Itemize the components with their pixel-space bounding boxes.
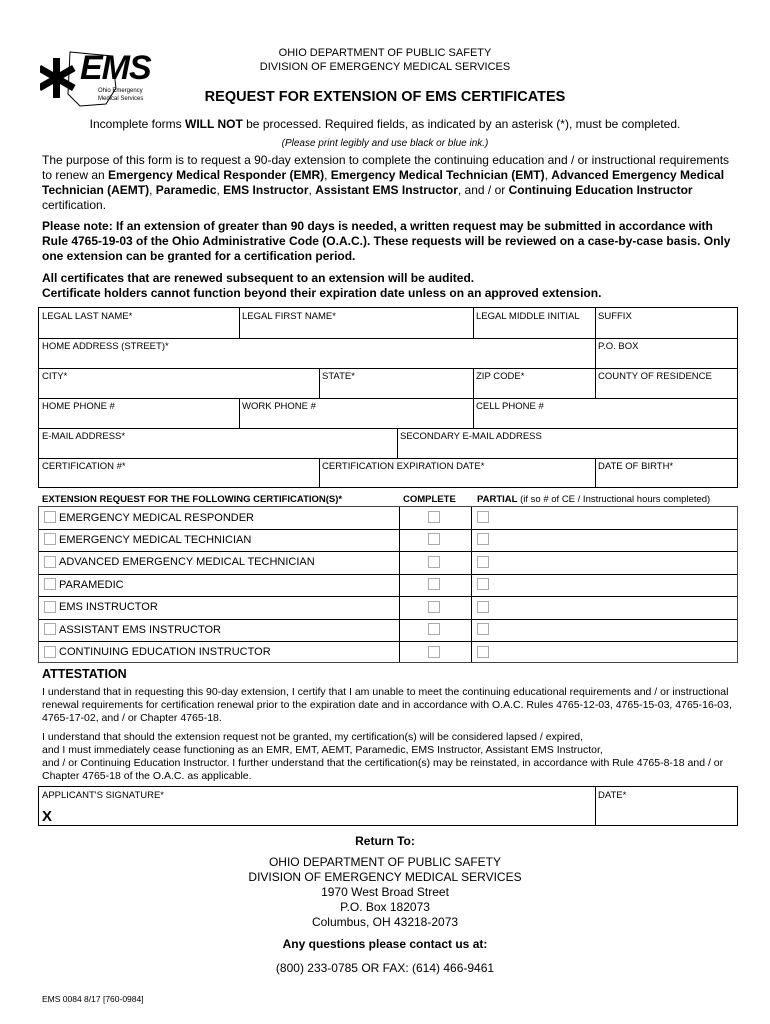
- cert-label-instructor: EMS INSTRUCTOR: [59, 601, 158, 613]
- state-field[interactable]: STATE*: [322, 371, 355, 382]
- please-note: Please note: If an extension of greater than 90 days is needed, a written request may be submitted in accordance with Rule 4765-19-03 of the Ohio Administrative Code (O.A.C.). These requests will be reviewed on a case-by-case basis. Only one extension can be granted for a certification period.: [42, 219, 731, 263]
- cert-label-aemt: ADVANCED EMERGENCY MEDICAL TECHNICIAN: [59, 556, 315, 568]
- page-title: REQUEST FOR EXTENSION OF EMS CERTIFICATES: [204, 89, 566, 105]
- cert-label-paramedic: PARAMEDIC: [59, 579, 124, 591]
- cert-checkbox-asst-instructor[interactable]: [44, 623, 56, 635]
- cert-label-emt: EMERGENCY MEDICAL TECHNICIAN: [59, 534, 252, 546]
- secondary-email-field[interactable]: SECONDARY E-MAIL ADDRESS: [400, 431, 542, 442]
- complete-checkbox-asst-instructor[interactable]: [428, 623, 440, 635]
- personal-info-grid: [38, 307, 738, 488]
- partial-checkbox-paramedic[interactable]: [477, 578, 489, 590]
- complete-checkbox-ce-instructor[interactable]: [428, 646, 440, 658]
- partial-checkbox-asst-instructor[interactable]: [477, 623, 489, 635]
- signature-box: [38, 786, 738, 826]
- cert-label-asst-instructor: ASSISTANT EMS INSTRUCTOR: [59, 624, 221, 636]
- dob-field[interactable]: DATE OF BIRTH*: [598, 461, 674, 472]
- partial-checkbox-instructor[interactable]: [477, 601, 489, 613]
- complete-checkbox-emr[interactable]: [428, 511, 440, 523]
- attestation-p2: I understand that should the extension request not be granted, my certification(s) will be considered lapsed / expired, and I must immediately cease functioning as an EMR, EMT, AEMT, Paramedic, EMS Instructor, Assistant EMS Instructor, and / or Continuing Education Instructor. I further understand that the certification(s) may be reinstated, in accordance with Rule 4765-8-18 and / or Chapter 4765-18 of the O.A.C. as applicable.: [42, 731, 724, 782]
- audited-note: All certificates that are renewed subsequent to an extension will be audited.: [42, 271, 475, 285]
- home-address-field[interactable]: HOME ADDRESS (STREET)*: [42, 341, 169, 352]
- header-division: DIVISION OF EMERGENCY MEDICAL SERVICES: [259, 61, 511, 73]
- middle-initial-field[interactable]: LEGAL MIDDLE INITIAL: [476, 311, 580, 322]
- email-field[interactable]: E-MAIL ADDRESS*: [42, 431, 126, 442]
- purpose-paragraph: The purpose of this form is to request a 90-day extension to complete the continuing education and / or instructional requirements to renew an Emergency Medical Responder (EMR), Emergency Medical Technician (EMT), Advanced Emergency Medical Technician (AEMT), Paramedic, EMS Instructor, Assistant EMS Instructor, and / or Continuing Education Instructor certification.: [42, 153, 730, 212]
- print-note: (Please print legibly and use black or blue ink.): [281, 138, 489, 149]
- signature-field[interactable]: APPLICANT'S SIGNATURE* X: [42, 790, 164, 825]
- col-partial: PARTIAL (if so # of CE / Instructional hours completed): [477, 494, 711, 505]
- incomplete-notice: Incomplete forms WILL NOT be processed. Required fields, as indicated by an asterisk (*), must be completed.: [89, 117, 681, 131]
- col-complete: COMPLETE: [403, 494, 456, 505]
- suffix-field[interactable]: SUFFIX: [598, 311, 632, 322]
- cert-checkbox-instructor[interactable]: [44, 601, 56, 613]
- cannot-function-note: Certificate holders cannot function beyond their expiration date unless on an approved extension.: [42, 286, 602, 300]
- partial-checkbox-aemt[interactable]: [477, 556, 489, 568]
- col-certification: EXTENSION REQUEST FOR THE FOLLOWING CERTIFICATION(S)*: [42, 494, 343, 505]
- cert-checkbox-emt[interactable]: [44, 533, 56, 545]
- form-id: EMS 0084 8/17 [760-0984]: [42, 994, 144, 1004]
- cert-checkbox-aemt[interactable]: [44, 556, 56, 568]
- cert-label-emr: EMERGENCY MEDICAL RESPONDER: [59, 512, 254, 524]
- logo-sub2: Medical Services: [98, 96, 144, 102]
- cert-label-ce-instructor: CONTINUING EDUCATION INSTRUCTOR: [59, 646, 271, 658]
- cell-phone-field[interactable]: CELL PHONE #: [476, 401, 544, 412]
- return-line-2: DIVISION OF EMERGENCY MEDICAL SERVICES: [248, 870, 522, 884]
- return-line-5: Columbus, OH 43218-2073: [311, 915, 459, 929]
- attestation-heading: ATTESTATION: [42, 667, 127, 681]
- cert-exp-field[interactable]: CERTIFICATION EXPIRATION DATE*: [322, 461, 485, 472]
- zip-field[interactable]: ZIP CODE*: [476, 371, 525, 382]
- city-field[interactable]: CITY*: [42, 371, 68, 382]
- cert-checkbox-paramedic[interactable]: [44, 578, 56, 590]
- complete-checkbox-instructor[interactable]: [428, 601, 440, 613]
- partial-checkbox-ce-instructor[interactable]: [477, 646, 489, 658]
- header-dept: OHIO DEPARTMENT OF PUBLIC SAFETY: [278, 47, 492, 59]
- questions-heading: Any questions please contact us at:: [282, 937, 488, 951]
- return-line-1: OHIO DEPARTMENT OF PUBLIC SAFETY: [268, 855, 502, 869]
- last-name-field[interactable]: LEGAL LAST NAME*: [42, 311, 133, 322]
- signature-x-mark: X: [42, 808, 53, 825]
- cert-checkbox-ce-instructor[interactable]: [44, 646, 56, 658]
- partial-checkbox-emr[interactable]: [477, 511, 489, 523]
- logo-text: EMS: [80, 49, 151, 87]
- cert-checkbox-emr[interactable]: [44, 511, 56, 523]
- first-name-field[interactable]: LEGAL FIRST NAME*: [242, 311, 336, 322]
- return-line-3: 1970 West Broad Street: [321, 885, 449, 899]
- attestation-p1: I understand that in requesting this 90-day extension, I certify that I am unable to meet the continuing educational requirements and / or instructional renewal requirements for certification renewal prior to the expiration date and in accordance with O.A.C. Rules 4765-12-03, 4765-15-03, 4765-16-03, 4765-17-02, and / or Chapter 4765-18.: [42, 686, 732, 724]
- logo-sub1: Ohio Emergency: [98, 88, 143, 94]
- complete-checkbox-paramedic[interactable]: [428, 578, 440, 590]
- complete-checkbox-emt[interactable]: [428, 533, 440, 545]
- po-box-field[interactable]: P.O. BOX: [598, 341, 639, 352]
- return-line-4: P.O. Box 182073: [340, 900, 430, 914]
- partial-checkbox-emt[interactable]: [477, 533, 489, 545]
- county-field[interactable]: COUNTY OF RESIDENCE: [598, 371, 712, 382]
- extension-table: [38, 506, 738, 663]
- date-field[interactable]: DATE*: [598, 790, 627, 801]
- work-phone-field[interactable]: WORK PHONE #: [242, 401, 316, 412]
- home-phone-field[interactable]: HOME PHONE #: [42, 401, 115, 412]
- cert-number-field[interactable]: CERTIFICATION #*: [42, 461, 126, 472]
- complete-checkbox-aemt[interactable]: [428, 556, 440, 568]
- return-to-heading: Return To:: [355, 834, 415, 848]
- contact-phone: (800) 233-0785 OR FAX: (614) 466-9461: [275, 961, 495, 975]
